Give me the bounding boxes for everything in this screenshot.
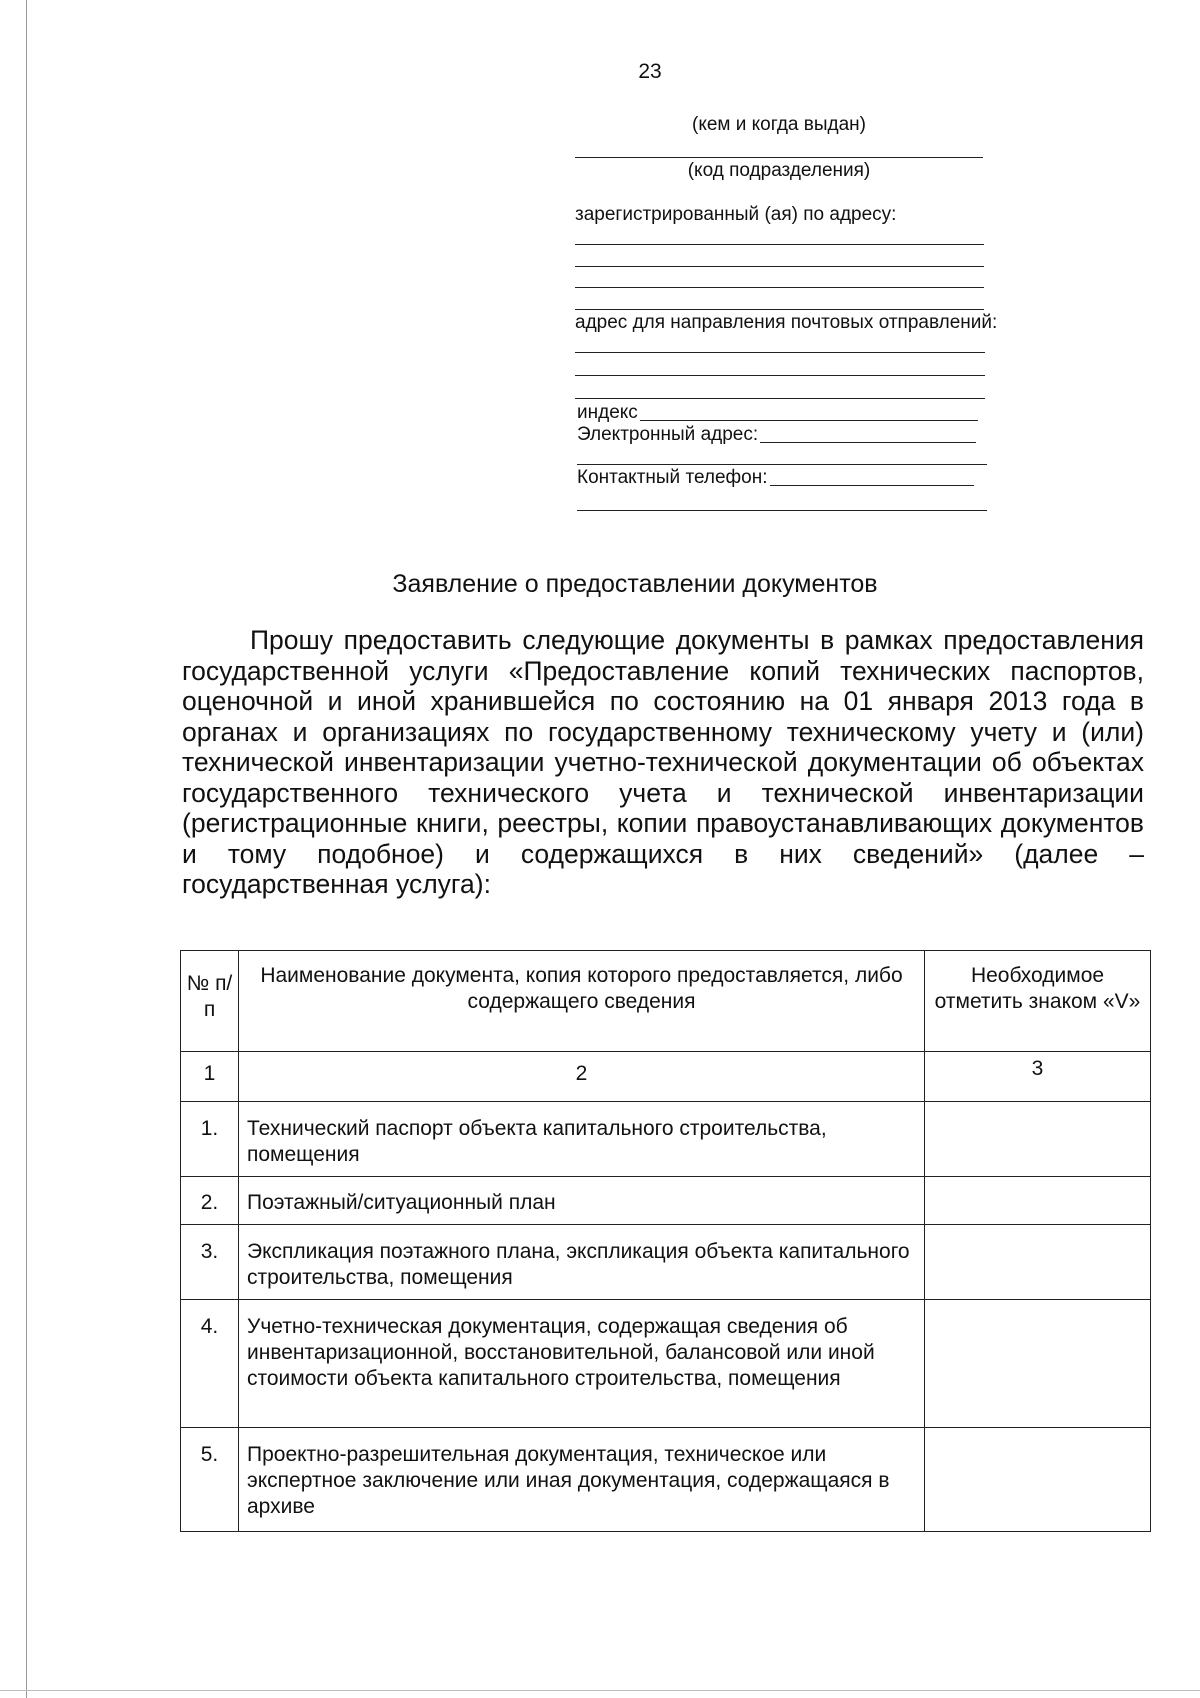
registered-address-line-3	[575, 287, 984, 288]
phone-field	[577, 467, 974, 489]
column-number-3: 3	[925, 1052, 1151, 1102]
registered-address-line-4	[575, 309, 984, 310]
postal-address-label: адрес для направления почтовых отправлений:	[575, 312, 998, 333]
index-fill-line	[640, 420, 978, 421]
registered-address-line-2	[575, 266, 984, 267]
postal-address-line-1	[575, 352, 985, 353]
table-row	[181, 1225, 1151, 1300]
division-code-label: (код подразделения)	[687, 160, 871, 181]
phone-fill-line	[770, 485, 974, 486]
header-mark: Необходимое отметить знаком «V»	[925, 951, 1151, 1052]
postal-address-line-3	[575, 398, 985, 399]
table-header-row	[181, 951, 1151, 1052]
phone-extra-line	[577, 510, 987, 511]
row-document-name: Проектно-разрешительная документация, техническое или экспертное заключение или иная документация, содержащаяся в архиве	[239, 1428, 925, 1532]
postal-address-line-2	[575, 375, 985, 376]
table-row	[181, 1177, 1151, 1225]
issued-by-line	[575, 157, 983, 158]
issued-by-label: (кем и когда выдан)	[692, 114, 866, 135]
row-number: 2.	[181, 1177, 239, 1225]
column-number-row	[181, 1052, 1151, 1102]
documents-table	[180, 950, 1151, 1532]
row-mark-cell[interactable]	[925, 1225, 1151, 1300]
email-field	[577, 424, 976, 446]
phone-label: Контактный телефон:	[577, 467, 768, 488]
row-document-name: Технический паспорт объекта капитального строительства, помещения	[239, 1102, 925, 1177]
table-row	[181, 1300, 1151, 1428]
email-fill-line	[760, 442, 976, 443]
table-row	[181, 1428, 1151, 1532]
row-mark-cell[interactable]	[925, 1428, 1151, 1532]
registered-address-label: зарегистрированный (ая) по адресу:	[575, 204, 897, 225]
row-mark-cell[interactable]	[925, 1300, 1151, 1428]
header-num: № п/п	[181, 951, 239, 1052]
header-document-name: Наименование документа, копия которого предоставляется, либо содержащего сведения	[239, 951, 925, 1052]
column-number-1: 1	[181, 1052, 239, 1102]
scan-bottom-edge	[0, 1690, 1200, 1691]
index-label: индекс	[577, 402, 638, 423]
row-document-name: Поэтажный/ситуационный план	[239, 1177, 925, 1225]
registered-address-line-1	[575, 244, 984, 245]
row-mark-cell[interactable]	[925, 1177, 1151, 1225]
row-document-name: Экспликация поэтажного плана, экспликация объекта капитального строительства, помещения	[239, 1225, 925, 1300]
row-document-name: Учетно-техническая документация, содержащая сведения об инвентаризационной, восстановительной, балансовой или иной стоимости объекта капитального строительства, помещения	[239, 1300, 925, 1428]
email-extra-line	[577, 464, 987, 465]
row-mark-cell[interactable]	[925, 1102, 1151, 1177]
row-number: 1.	[181, 1102, 239, 1177]
request-paragraph: Прошу предоставить следующие документы в рамках предоставления государственной услуги «Предоставление копий технических паспортов, оценочной и иной хранившейся по состоянию на 01 января 2013 года в органах и организациях по государственному техническому учету и (или) технической инвентаризации учетно-технической документации об объектах государственного технического учета и технической инвентаризации (регистрационные книги, реестры, копии правоустанавливающих документов и тому подобное) и содержащихся в них сведений» (далее – государственная услуга):	[182, 625, 1144, 899]
row-number: 4.	[181, 1300, 239, 1428]
column-number-2: 2	[239, 1052, 925, 1102]
page-number: 23	[638, 60, 662, 83]
index-field	[577, 402, 978, 424]
table-row	[181, 1102, 1151, 1177]
row-number: 3.	[181, 1225, 239, 1300]
scan-left-edge	[26, 0, 27, 1698]
document-title: Заявление о предоставлении документов	[392, 570, 878, 598]
email-label: Электронный адрес:	[577, 424, 759, 445]
row-number: 5.	[181, 1428, 239, 1532]
